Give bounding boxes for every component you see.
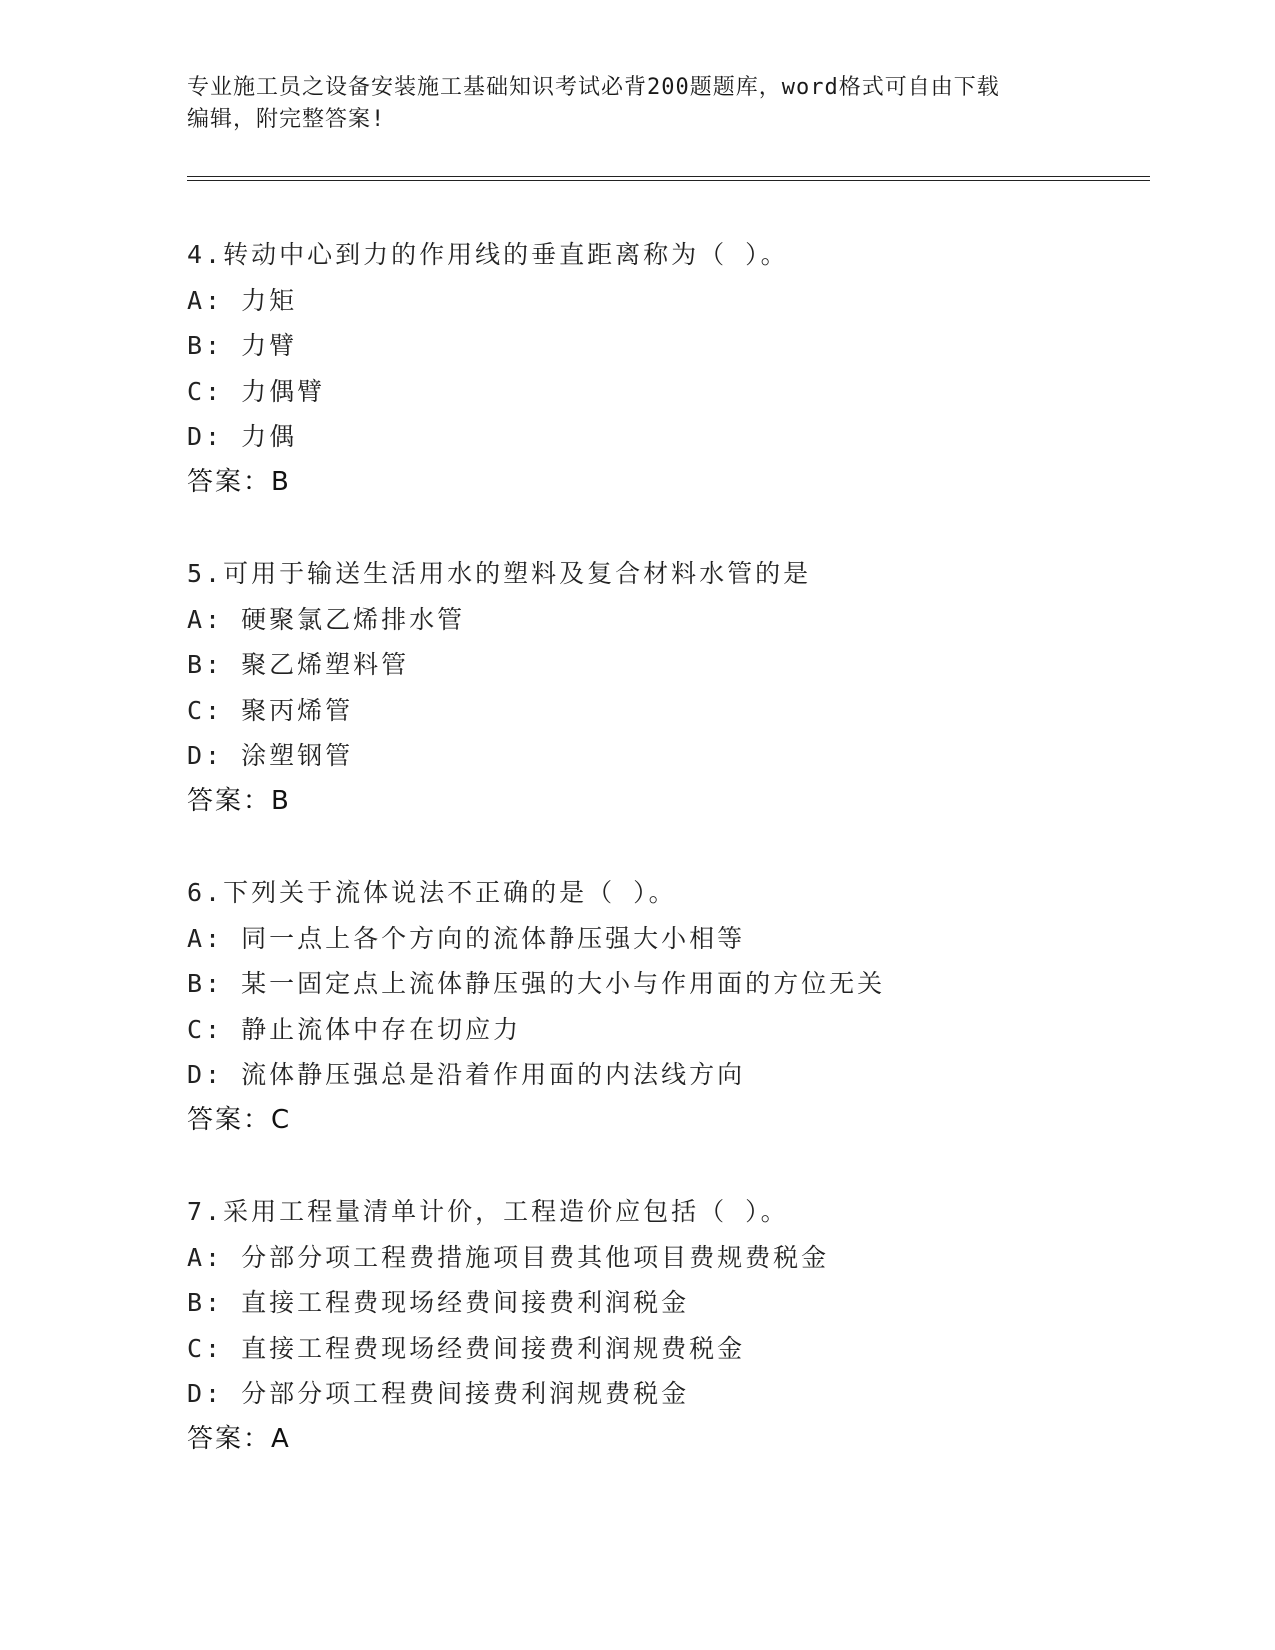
option-d: D: 力偶 [187,422,298,451]
option-b: B: 聚乙烯塑料管 [187,650,410,679]
option-b: B: 某一固定点上流体静压强的大小与作用面的方位无关 [187,969,886,998]
option-c: C: 直接工程费现场经费间接费利润规费税金 [187,1333,746,1363]
document-header [187,72,1067,136]
question-stem: 6.下列关于流体说法不正确的是（ ）。 [187,878,677,907]
option-b: B: 直接工程费现场经费间接费利润税金 [187,1288,690,1317]
option-d: D: 分部分项工程费间接费利润规费税金 [187,1379,690,1408]
option-d: D: 涂塑钢管 [187,741,354,770]
answer-line: 答案：B [187,466,291,497]
option-a: A: 分部分项工程费措施项目费其他项目费规费税金 [187,1242,830,1272]
answer-line: 答案：C [187,1104,292,1135]
option-a: A: 同一点上各个方向的流体静压强大小相等 [187,923,746,953]
header-line-2: 编辑，附完整答案! [187,107,386,132]
question-list [187,232,1147,1508]
option-b: B: 力臂 [187,331,298,360]
question-stem: 4.转动中心到力的作用线的垂直距离称为（ ）。 [187,240,789,269]
option-a: A: 力矩 [187,285,298,315]
answer-line: 答案：B [187,785,291,816]
option-c: C: 静止流体中存在切应力 [187,1014,522,1044]
question-stem: 5.可用于输送生活用水的塑料及复合材料水管的是 [187,559,812,588]
question-4 [187,232,1147,505]
question-5 [187,551,1147,824]
question-7 [187,1189,1147,1462]
option-c: C: 力偶臂 [187,376,326,406]
option-c: C: 聚丙烯管 [187,695,354,725]
option-a: A: 硬聚氯乙烯排水管 [187,604,466,634]
question-stem: 7.采用工程量清单计价，工程造价应包括（ ）。 [187,1197,789,1226]
question-6 [187,870,1147,1143]
header-line-1: 专业施工员之设备安装施工基础知识考试必背200题题库，word格式可自由下载 [187,75,1000,100]
header-divider [187,176,1150,181]
option-d: D: 流体静压强总是沿着作用面的内法线方向 [187,1060,746,1089]
answer-line: 答案：A [187,1423,291,1454]
